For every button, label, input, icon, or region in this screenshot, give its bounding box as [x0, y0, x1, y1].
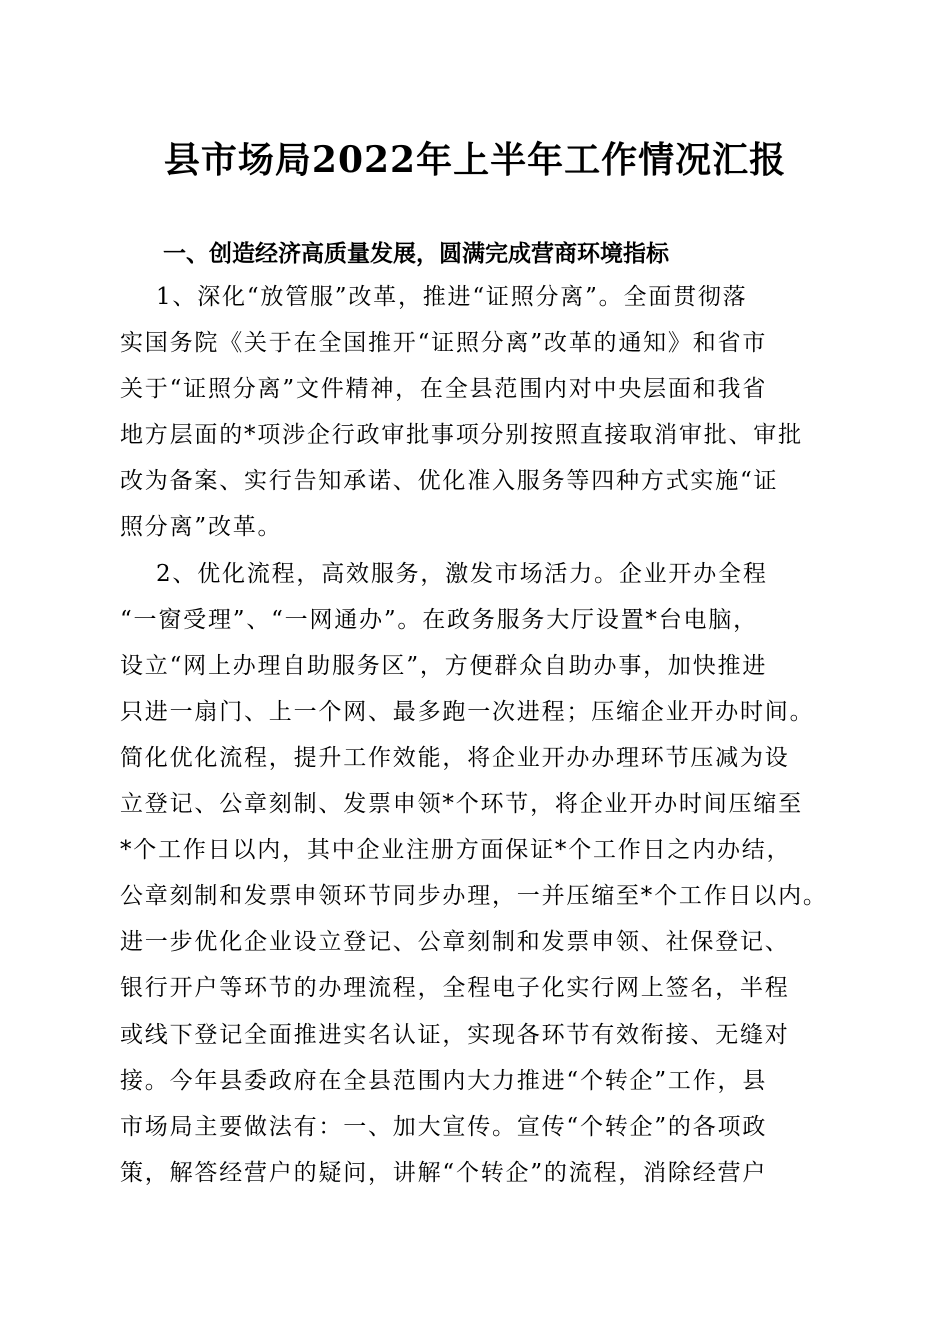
paragraph-2-line: 简化优化流程，提升工作效能，将企业开办办理环节压减为设 [120, 744, 790, 771]
paragraph-2-line: 设立“网上办理自助服务区”，方便群众自助办事，加快推进 [120, 652, 768, 679]
body-text [120, 274, 840, 1196]
paragraph-2-line: 公章刻制和发票申领环节同步办理，一并压缩至*个工作日以内。 [120, 883, 828, 910]
paragraph-2-line: 市场局主要做法有：一、加大宣传。宣传“个转企”的各项政 [120, 1113, 768, 1140]
paragraph-2-line: 进一步优化企业设立登记、公章刻制和发票申领、社保登记、 [120, 929, 790, 956]
paragraph-2-line: “一窗受理”、“一网通办”。在政务服务大厅设置*台电脑， [120, 606, 758, 633]
paragraph-1-line: 改为备案、实行告知承诺、优化准入服务等四种方式实施“证 [120, 468, 779, 495]
paragraph-2-line: *个工作日以内，其中企业注册方面保证*个工作日之内办结， [120, 837, 792, 864]
paragraph-1-line: 实国务院《关于在全国推开“证照分离”改革的通知》和省市 [120, 330, 768, 357]
document-title: 县市场局2022年上半年工作情况汇报 [163, 139, 787, 181]
paragraph-2-line: 银行开户等环节的办理流程，全程电子化实行网上签名，半程 [120, 975, 790, 1002]
paragraph-2-line: 只进一扇门、上一个网、最多跑一次进程；压缩企业开办时间。 [120, 698, 815, 725]
paragraph-1-line: 1、深化“放管服”改革，推进“证照分离”。全面贯彻落 [156, 284, 748, 310]
paragraph-2-line: 接。今年县委政府在全县范围内大力推进“个转企”工作，县 [120, 1067, 768, 1094]
paragraph-2-line: 立登记、公章刻制、发票申领*个环节，将企业开办时间压缩至 [120, 791, 803, 818]
section-heading: 一、创造经济高质量发展，圆满完成营商环境指标 [163, 241, 669, 267]
paragraph-1-line: 地方层面的*项涉企行政审批事项分别按照直接取消审批、审批 [120, 422, 803, 449]
paragraph-2-line: 2、优化流程，高效服务，激发市场活力。企业开办全程 [156, 560, 768, 587]
paragraph-2-line: 策，解答经营户的疑问，讲解“个转企”的流程，消除经营户 [120, 1159, 768, 1186]
paragraph-1-line: 关于“证照分离”文件精神，在全县范围内对中央层面和我省 [120, 376, 768, 403]
paragraph-2-line: 或线下登记全面推进实名认证，实现各环节有效衔接、无缝对 [120, 1021, 790, 1048]
paragraph-1-line: 照分离”改革。 [120, 514, 283, 541]
